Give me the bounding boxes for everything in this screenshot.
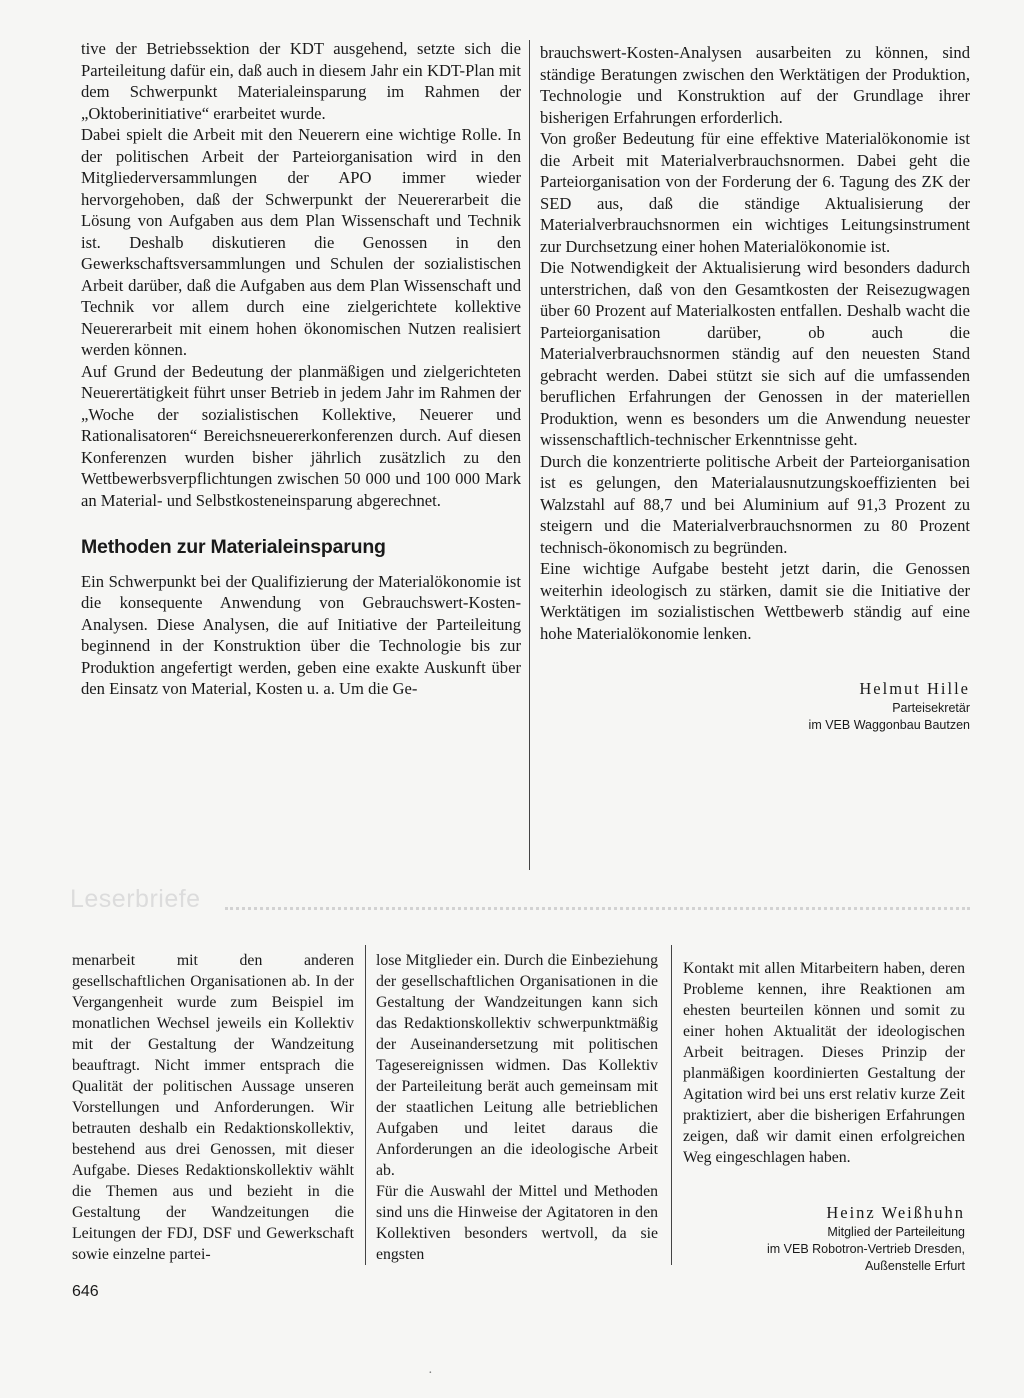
column-divider xyxy=(529,40,530,870)
author-name: Helmut Hille xyxy=(859,679,970,698)
article-paragraph: Auf Grund der Bedeutung der planmäßigen und zielgerichteten Neuerertätigkeit führt unser Betrieb in jedem Jahr im Rahmen der „Woche der sozialistischen Kollektive, Neuerer und Rationalisatoren“ Bereichsneuererkonferenzen durch. Auf diesen Konferenzen wurden bisher jährlich zusätzlich zu den Wettbewerbsverpflichtungen zwischen 50 000 und 100 000 Mark an Material- und Selbstkosteneinsparung abgerechnet. xyxy=(81,361,521,510)
letter-column-2 xyxy=(376,950,658,1265)
letter-paragraph: lose Mitglieder ein. Durch die Einbeziehung der gesellschaftlichen Organisationen in die Gestaltung der Wandzeitungen kann sich das Redaktionskollektiv schwerpunktmäßig der Auseinandersetzung mit politischen Tagesereignissen widmen. Das Kollektiv der Parteileitung berät auch gemeinsam mit der staatlichen Leitung alle betrieblichen Aufgaben und leitet daraus die Anforderungen an die ideologische Arbeit ab. xyxy=(376,952,658,1179)
column-divider xyxy=(365,945,366,1265)
section-band xyxy=(70,885,970,919)
section-heading: Methoden zur Materialeinsparung xyxy=(81,536,386,558)
print-speck: · xyxy=(428,1366,433,1381)
column-divider xyxy=(671,945,672,1265)
article-column-right xyxy=(540,42,970,734)
author-signature xyxy=(540,678,970,734)
article-paragraph: tive der Betriebssektion der KDT ausgehend, setzte sich die Parteileitung dafür ein, daß auch in diesem Jahr ein KDT-Plan mit dem Schwerpunkt Materialeinsparung im Rahmen der „Oktoberinitiative“ erarbeitet wurde. xyxy=(81,39,521,123)
letter-author-location: Außenstelle Erfurt xyxy=(864,1259,965,1273)
article-paragraph: Dabei spielt die Arbeit mit den Neuerern eine wichtige Rolle. In der politischen Arbeit der Parteiorganisation wird in den Mitgliederversammlungen der APO immer wieder hervorgehoben, daß der Schwerpunkt der Neuererarbeit die Lösung von Aufgaben aus dem Plan Wissenschaft und Technik ist. Deshalb diskutieren die Genossen in den Gewerkschaftsversammlungen und Schulen der sozialistischen Arbeit darüber, daß die Aufgaben aus dem Plan Wissenschaft und Technik vor allem durch eine zielgerichtete kollektive Neuererarbeit mit einem hohen ökonomischen Nutzen realisiert werden können. xyxy=(81,125,521,359)
article-paragraph: Die Notwendigkeit der Aktualisierung wird besonders dadurch unterstrichen, daß von den Gesamtkosten der Reisezugwagen über 60 Prozent auf Materialkosten entfallen. Deshalb wacht die Parteiorganisation darüber, ob auch die Materialverbrauchsnormen ständig auf den neuesten Stand gebracht werden. Dabei stützt sie sich auf die umfassenden beruflichen Erfahrungen der Genossen in der materiellen Produktion, wenn es besonders um die Anwendung neuester wissenschaftlich-technischer Erkenntnisse geht. xyxy=(540,258,970,449)
article-paragraph: brauchswert-Kosten-Analysen ausarbeiten zu können, sind ständige Beratungen zwischen den Werktätigen der Produktion, Technologie und Konstruktion auf der Grundlage ihrer bisherigen Erfahrungen erforderlich. xyxy=(540,43,970,127)
section-dotted-line xyxy=(225,907,970,910)
section-label: Leserbriefe xyxy=(70,885,201,913)
article-column-left xyxy=(81,38,521,700)
letter-author-affiliation: im VEB Robotron-Vertrieb Dresden, xyxy=(766,1242,965,1256)
author-role: Parteisekretär xyxy=(892,701,970,715)
article-paragraph: Durch die konzentrierte politische Arbeit der Parteiorganisation ist es gelungen, den Materialausnutzungskoeffizienten bei Walzstahl auf 88,7 und bei Aluminium auf 91,3 Prozent zu steigern und die Materialverbrauchsnormen zu 80 Prozent technisch-ökonomisch zu begründen. xyxy=(540,451,970,557)
article-paragraph: Ein Schwerpunkt bei der Qualifizierung der Materialökonomie ist die konsequente Anwendung von Gebrauchswert-Kosten-Analysen. Diese Analysen, die auf Initiative der Parteileitung beginnend in der Konstruktion über die Technologie bis zur Produktion angefertigt werden, geben eine exakte Auskunft über den Einsatz von Material, Kosten u. a. Um die Ge- xyxy=(81,571,521,698)
article-paragraph: Von großer Bedeutung für eine effektive Materialökonomie ist die Arbeit mit Materialverbrauchsnormen. Dabei geht die Parteiorganisation von der Forderung der 6. Tagung des ZK der SED aus, daß die ständige Aktualisierung der Materialverbrauchsnormen ein wichtiges Leitungsinstrument zur Durchsetzung einer hohen Materialökonomie ist. xyxy=(540,129,970,256)
article-paragraph: Eine wichtige Aufgabe besteht jetzt darin, die Genossen weiterhin ideologisch zu stärken, damit sie die Initiative der Werktätigen im sozialistischen Wettbewerb ständig auf eine hohe Materialökonomie lenken. xyxy=(540,559,970,643)
letter-column-3 xyxy=(683,958,965,1275)
letter-author-role: Mitglied der Parteileitung xyxy=(827,1225,965,1239)
letter-author-name: Heinz Weißhuhn xyxy=(826,1203,965,1222)
letter-paragraph: Kontakt mit allen Mitarbeitern haben, deren Probleme kennen, ihre Reaktionen am ehesten beurteilen können und somit zu einer hohen Aktualität der ideologischen Arbeit beitragen. Dieses Prinzip der planmäßigen koordinierten Gestaltung der Agitation wird bei uns erst relativ kurze Zeit praktiziert, aber die bisherigen Erfahrungen zeigen, daß wir damit einen erfolgreichen Weg eingeschlagen haben. xyxy=(683,960,965,1166)
page-number: 646 xyxy=(72,1283,99,1300)
letter-paragraph: menarbeit mit den anderen gesellschaftlichen Organisationen ab. In der Vergangenheit wurde zum Beispiel im monatlichen Wechsel jeweils ein Kollektiv mit der Gestaltung der Wandzeitung beauftragt. Nicht immer entsprach die Qualität der politischen Aussage unseren Vorstellungen und Anforderungen. Wir betrauten deshalb ein Redaktionskollektiv, bestehend aus drei Genossen, mit dieser Aufgabe. Dieses Redaktionskollektiv wählt die Themen aus und bezieht in die Gestaltung der Wandzeitungen die Leitungen der FDJ, DSF und Gewerkschaft sowie einzelne partei- xyxy=(72,952,354,1263)
letter-paragraph: Für die Auswahl der Mittel und Methoden sind uns die Hinweise der Agitatoren in den Kollektiven besonders wertvoll, da sie engsten xyxy=(376,1183,658,1263)
letter-column-1 xyxy=(72,950,354,1265)
author-affiliation: im VEB Waggonbau Bautzen xyxy=(808,718,970,732)
letter-signature xyxy=(683,1202,965,1275)
